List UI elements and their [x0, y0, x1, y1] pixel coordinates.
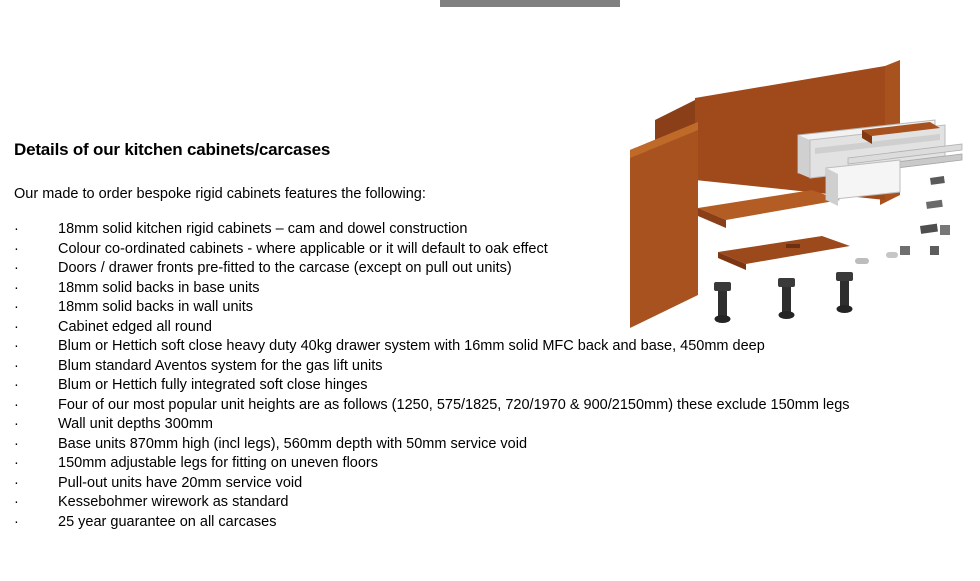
bullet-icon: · [14, 221, 19, 237]
list-item-text: 18mm solid kitchen rigid cabinets – cam and dowel construction [58, 221, 468, 237]
bullet-icon: · [14, 357, 19, 374]
list-item-text: Kessebohmer wirework as standard [58, 494, 289, 510]
bullet-icon: · [14, 474, 19, 491]
cabinet-left-side-panel [630, 122, 698, 328]
list-item-text: Blum or Hettich soft close heavy duty 40kg drawer system with 16mm solid MFC back and base, 450mm deep [58, 338, 765, 354]
list-item-text: Four of our most popular unit heights are as follows (1250, 575/1825, 720/1970 & 900/2150mm) these exclude 150mm legs [58, 396, 850, 413]
bullet-icon: · [14, 260, 19, 276]
bullet-icon: · [14, 416, 19, 432]
list-item [14, 513, 944, 533]
bullet-icon: · [14, 494, 19, 510]
list-item [14, 415, 944, 435]
list-item-text: Doors / drawer fronts pre-fitted to the carcase (except on pull out units) [58, 260, 512, 276]
cabinet-base-shelf [698, 190, 840, 228]
bullet-icon: · [14, 318, 19, 335]
list-item [14, 357, 944, 377]
list-item [14, 454, 944, 474]
bullet-icon: · [14, 455, 19, 471]
list-item-text: Blum standard Aventos system for the gas lift units [58, 357, 383, 374]
list-item [14, 435, 944, 455]
bullet-icon: · [14, 513, 19, 530]
list-item-text: Colour co-ordinated cabinets - where applicable or it will default to oak effect [58, 240, 548, 257]
cabinet-legs [714, 272, 853, 323]
bullet-icon: · [14, 338, 19, 354]
list-item-text: Base units 870mm high (incl legs), 560mm depth with 50mm service void [58, 435, 528, 452]
list-item-text: 18mm solid backs in wall units [58, 299, 254, 315]
intro-paragraph: Our made to order bespoke rigid cabinets features the following: [14, 186, 426, 202]
list-item [14, 396, 944, 416]
list-item-text: 25 year guarantee on all carcases [58, 513, 277, 530]
list-item-text: 150mm adjustable legs for fitting on uneven floors [58, 455, 378, 471]
list-item-text: Pull-out units have 20mm service void [58, 474, 303, 491]
bullet-icon: · [14, 299, 19, 315]
list-item-text: Wall unit depths 300mm [58, 416, 214, 432]
bullet-icon: · [14, 240, 19, 257]
cabinet-front-panel [718, 236, 850, 270]
top-grey-bar [440, 0, 620, 7]
exploded-cabinet-illustration [600, 40, 980, 340]
list-item-text: Cabinet edged all round [58, 318, 212, 335]
page-title: Details of our kitchen cabinets/carcases [14, 140, 331, 159]
list-item [14, 474, 944, 494]
list-item [14, 376, 944, 396]
list-item [14, 493, 944, 513]
bullet-icon: · [14, 377, 19, 393]
list-item-text: 18mm solid backs in base units [58, 279, 260, 296]
bullet-icon: · [14, 279, 19, 296]
bullet-icon: · [14, 396, 19, 413]
bullet-icon: · [14, 435, 19, 452]
list-item-text: Blum or Hettich fully integrated soft close hinges [58, 377, 368, 393]
